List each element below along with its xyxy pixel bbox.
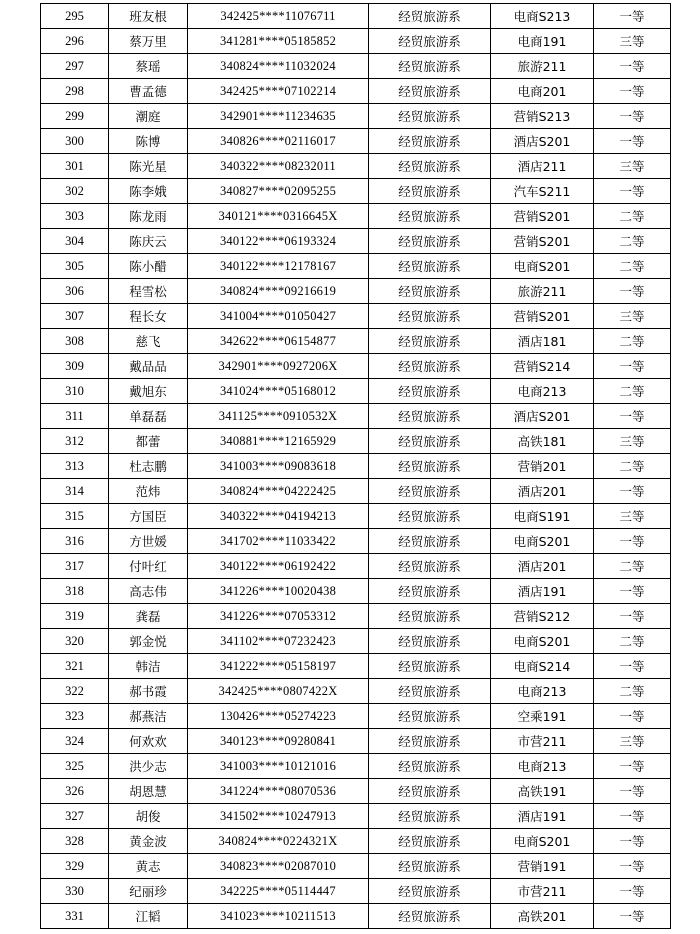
id-number-cell: 340322****04194213: [188, 504, 369, 529]
id-number-cell: 341222****05158197: [188, 654, 369, 679]
student-name-cell: 黄金波: [109, 829, 188, 854]
table-row: [41, 329, 671, 354]
class-cell: 电商S201: [491, 829, 594, 854]
row-number-cell: 304: [41, 229, 109, 254]
spreadsheet-page: [40, 3, 664, 929]
department-cell: 经贸旅游系: [369, 454, 491, 479]
id-number-cell: 341023****10211513: [188, 904, 369, 929]
award-level-cell: 一等: [594, 354, 671, 379]
id-number-cell: 342425****0807422X: [188, 679, 369, 704]
award-level-cell: 一等: [594, 904, 671, 929]
id-number-cell: 340121****0316645X: [188, 204, 369, 229]
row-number-cell: 322: [41, 679, 109, 704]
department-cell: 经贸旅游系: [369, 654, 491, 679]
row-number-cell: 328: [41, 829, 109, 854]
table-row: [41, 279, 671, 304]
award-level-cell: 二等: [594, 329, 671, 354]
class-cell: 电商S191: [491, 504, 594, 529]
class-cell: 高铁201: [491, 904, 594, 929]
table-row: [41, 479, 671, 504]
award-level-cell: 一等: [594, 804, 671, 829]
table-row: [41, 29, 671, 54]
table-row: [41, 254, 671, 279]
student-name-cell: 都蕾: [109, 429, 188, 454]
row-number-cell: 329: [41, 854, 109, 879]
student-name-cell: 韩洁: [109, 654, 188, 679]
student-name-cell: 方国臣: [109, 504, 188, 529]
id-number-cell: 341702****11033422: [188, 529, 369, 554]
id-number-cell: 342901****11234635: [188, 104, 369, 129]
class-cell: 酒店191: [491, 804, 594, 829]
table-row: [41, 879, 671, 904]
department-cell: 经贸旅游系: [369, 354, 491, 379]
student-name-cell: 高志伟: [109, 579, 188, 604]
row-number-cell: 324: [41, 729, 109, 754]
table-row: [41, 379, 671, 404]
table-row: [41, 154, 671, 179]
class-cell: 高铁191: [491, 779, 594, 804]
row-number-cell: 307: [41, 304, 109, 329]
department-cell: 经贸旅游系: [369, 429, 491, 454]
department-cell: 经贸旅游系: [369, 879, 491, 904]
table-row: [41, 404, 671, 429]
department-cell: 经贸旅游系: [369, 754, 491, 779]
award-level-cell: 一等: [594, 529, 671, 554]
student-name-cell: 纪丽珍: [109, 879, 188, 904]
table-row: [41, 504, 671, 529]
department-cell: 经贸旅游系: [369, 804, 491, 829]
class-cell: 营销S201: [491, 204, 594, 229]
id-number-cell: 340824****0224321X: [188, 829, 369, 854]
department-cell: 经贸旅游系: [369, 229, 491, 254]
class-cell: 电商213: [491, 379, 594, 404]
award-level-cell: 三等: [594, 429, 671, 454]
award-level-cell: 一等: [594, 104, 671, 129]
row-number-cell: 330: [41, 879, 109, 904]
award-level-cell: 二等: [594, 229, 671, 254]
table-row: [41, 204, 671, 229]
class-cell: 高铁181: [491, 429, 594, 454]
award-level-cell: 三等: [594, 154, 671, 179]
student-name-cell: 杜志鹏: [109, 454, 188, 479]
row-number-cell: 320: [41, 629, 109, 654]
student-name-cell: 范炜: [109, 479, 188, 504]
class-cell: 市营211: [491, 729, 594, 754]
student-name-cell: 陈光星: [109, 154, 188, 179]
id-number-cell: 340824****11032024: [188, 54, 369, 79]
department-cell: 经贸旅游系: [369, 729, 491, 754]
award-level-cell: 一等: [594, 829, 671, 854]
row-number-cell: 303: [41, 204, 109, 229]
award-level-cell: 一等: [594, 604, 671, 629]
student-name-cell: 方世媛: [109, 529, 188, 554]
department-cell: 经贸旅游系: [369, 829, 491, 854]
student-name-cell: 戴旭东: [109, 379, 188, 404]
student-name-cell: 戴品品: [109, 354, 188, 379]
id-number-cell: 342425****07102214: [188, 79, 369, 104]
row-number-cell: 315: [41, 504, 109, 529]
award-level-cell: 一等: [594, 179, 671, 204]
table-row: [41, 104, 671, 129]
row-number-cell: 319: [41, 604, 109, 629]
class-cell: 营销201: [491, 454, 594, 479]
id-number-cell: 341281****05185852: [188, 29, 369, 54]
department-cell: 经贸旅游系: [369, 54, 491, 79]
award-level-cell: 一等: [594, 579, 671, 604]
department-cell: 经贸旅游系: [369, 554, 491, 579]
department-cell: 经贸旅游系: [369, 779, 491, 804]
table-row: [41, 579, 671, 604]
id-number-cell: 340826****02116017: [188, 129, 369, 154]
table-row: [41, 304, 671, 329]
award-level-cell: 一等: [594, 654, 671, 679]
table-row: [41, 429, 671, 454]
award-level-cell: 一等: [594, 879, 671, 904]
row-number-cell: 295: [41, 4, 109, 29]
award-level-cell: 一等: [594, 779, 671, 804]
id-number-cell: 342622****06154877: [188, 329, 369, 354]
award-level-cell: 二等: [594, 454, 671, 479]
table-row: [41, 529, 671, 554]
student-name-cell: 胡恩慧: [109, 779, 188, 804]
table-row: [41, 354, 671, 379]
row-number-cell: 306: [41, 279, 109, 304]
table-row: [41, 79, 671, 104]
student-name-cell: 陈庆云: [109, 229, 188, 254]
class-cell: 电商S201: [491, 629, 594, 654]
table-row: [41, 829, 671, 854]
department-cell: 经贸旅游系: [369, 204, 491, 229]
student-name-cell: 郝书霞: [109, 679, 188, 704]
department-cell: 经贸旅游系: [369, 329, 491, 354]
class-cell: 电商S214: [491, 654, 594, 679]
student-name-cell: 陈小醋: [109, 254, 188, 279]
table-row: [41, 804, 671, 829]
row-number-cell: 313: [41, 454, 109, 479]
row-number-cell: 301: [41, 154, 109, 179]
id-number-cell: 342425****11076711: [188, 4, 369, 29]
table-row: [41, 129, 671, 154]
id-number-cell: 340122****06192422: [188, 554, 369, 579]
row-number-cell: 318: [41, 579, 109, 604]
table-row: [41, 654, 671, 679]
department-cell: 经贸旅游系: [369, 4, 491, 29]
award-level-cell: 一等: [594, 479, 671, 504]
student-name-cell: 陈博: [109, 129, 188, 154]
department-cell: 经贸旅游系: [369, 604, 491, 629]
student-name-cell: 洪少志: [109, 754, 188, 779]
student-name-cell: 曹孟德: [109, 79, 188, 104]
table-row: [41, 754, 671, 779]
row-number-cell: 326: [41, 779, 109, 804]
department-cell: 经贸旅游系: [369, 29, 491, 54]
department-cell: 经贸旅游系: [369, 529, 491, 554]
department-cell: 经贸旅游系: [369, 579, 491, 604]
department-cell: 经贸旅游系: [369, 304, 491, 329]
department-cell: 经贸旅游系: [369, 254, 491, 279]
row-number-cell: 327: [41, 804, 109, 829]
department-cell: 经贸旅游系: [369, 154, 491, 179]
department-cell: 经贸旅游系: [369, 79, 491, 104]
table-row: [41, 629, 671, 654]
department-cell: 经贸旅游系: [369, 704, 491, 729]
student-name-cell: 慈飞: [109, 329, 188, 354]
class-cell: 酒店191: [491, 579, 594, 604]
award-level-cell: 三等: [594, 504, 671, 529]
class-cell: 营销S201: [491, 304, 594, 329]
department-cell: 经贸旅游系: [369, 679, 491, 704]
id-number-cell: 130426****05274223: [188, 704, 369, 729]
student-name-cell: 陈李娥: [109, 179, 188, 204]
id-number-cell: 341024****05168012: [188, 379, 369, 404]
award-level-cell: 一等: [594, 704, 671, 729]
department-cell: 经贸旅游系: [369, 179, 491, 204]
award-level-cell: 二等: [594, 679, 671, 704]
id-number-cell: 341224****08070536: [188, 779, 369, 804]
table-row: [41, 4, 671, 29]
department-cell: 经贸旅游系: [369, 504, 491, 529]
award-level-cell: 三等: [594, 729, 671, 754]
table-row: [41, 179, 671, 204]
department-cell: 经贸旅游系: [369, 904, 491, 929]
award-level-cell: 三等: [594, 29, 671, 54]
award-level-cell: 一等: [594, 129, 671, 154]
award-level-cell: 一等: [594, 79, 671, 104]
student-name-cell: 江韬: [109, 904, 188, 929]
table-row: [41, 854, 671, 879]
award-level-cell: 一等: [594, 4, 671, 29]
department-cell: 经贸旅游系: [369, 854, 491, 879]
award-level-cell: 一等: [594, 754, 671, 779]
class-cell: 营销S201: [491, 229, 594, 254]
id-number-cell: 340823****02087010: [188, 854, 369, 879]
id-number-cell: 340123****09280841: [188, 729, 369, 754]
student-name-cell: 胡俊: [109, 804, 188, 829]
row-number-cell: 309: [41, 354, 109, 379]
table-row: [41, 779, 671, 804]
class-cell: 营销S212: [491, 604, 594, 629]
class-cell: 市营211: [491, 879, 594, 904]
table-row: [41, 54, 671, 79]
class-cell: 电商191: [491, 29, 594, 54]
id-number-cell: 341102****07232423: [188, 629, 369, 654]
id-number-cell: 341003****10121016: [188, 754, 369, 779]
student-name-cell: 郭金悦: [109, 629, 188, 654]
row-number-cell: 314: [41, 479, 109, 504]
id-number-cell: 341226****07053312: [188, 604, 369, 629]
class-cell: 酒店S201: [491, 129, 594, 154]
class-cell: 酒店S201: [491, 404, 594, 429]
row-number-cell: 325: [41, 754, 109, 779]
class-cell: 营销191: [491, 854, 594, 879]
row-number-cell: 298: [41, 79, 109, 104]
award-level-cell: 一等: [594, 279, 671, 304]
row-number-cell: 323: [41, 704, 109, 729]
id-number-cell: 341003****09083618: [188, 454, 369, 479]
class-cell: 空乘191: [491, 704, 594, 729]
id-number-cell: 340122****06193324: [188, 229, 369, 254]
class-cell: 电商213: [491, 679, 594, 704]
class-cell: 营销S213: [491, 104, 594, 129]
row-number-cell: 311: [41, 404, 109, 429]
table-row: [41, 454, 671, 479]
id-number-cell: 341226****10020438: [188, 579, 369, 604]
id-number-cell: 342901****0927206X: [188, 354, 369, 379]
id-number-cell: 341502****10247913: [188, 804, 369, 829]
student-name-cell: 蔡万里: [109, 29, 188, 54]
id-number-cell: 340824****09216619: [188, 279, 369, 304]
row-number-cell: 317: [41, 554, 109, 579]
id-number-cell: 340881****12165929: [188, 429, 369, 454]
class-cell: 汽车S211: [491, 179, 594, 204]
class-cell: 旅游211: [491, 54, 594, 79]
class-cell: 营销S214: [491, 354, 594, 379]
class-cell: 酒店181: [491, 329, 594, 354]
table-body: [41, 4, 671, 929]
student-name-cell: 付叶红: [109, 554, 188, 579]
row-number-cell: 302: [41, 179, 109, 204]
department-cell: 经贸旅游系: [369, 279, 491, 304]
row-number-cell: 308: [41, 329, 109, 354]
student-name-cell: 蔡瑶: [109, 54, 188, 79]
row-number-cell: 299: [41, 104, 109, 129]
class-cell: 电商S213: [491, 4, 594, 29]
id-number-cell: 341004****01050427: [188, 304, 369, 329]
class-cell: 酒店211: [491, 154, 594, 179]
department-cell: 经贸旅游系: [369, 629, 491, 654]
row-number-cell: 331: [41, 904, 109, 929]
student-name-cell: 班友根: [109, 4, 188, 29]
department-cell: 经贸旅游系: [369, 379, 491, 404]
class-cell: 电商S201: [491, 529, 594, 554]
table-row: [41, 679, 671, 704]
student-name-cell: 郝燕洁: [109, 704, 188, 729]
department-cell: 经贸旅游系: [369, 129, 491, 154]
award-level-cell: 一等: [594, 404, 671, 429]
row-number-cell: 296: [41, 29, 109, 54]
row-number-cell: 300: [41, 129, 109, 154]
student-name-cell: 潮庭: [109, 104, 188, 129]
id-number-cell: 340322****08232011: [188, 154, 369, 179]
department-cell: 经贸旅游系: [369, 479, 491, 504]
award-level-cell: 一等: [594, 854, 671, 879]
class-cell: 旅游211: [491, 279, 594, 304]
row-number-cell: 310: [41, 379, 109, 404]
table-row: [41, 604, 671, 629]
award-level-cell: 一等: [594, 54, 671, 79]
department-cell: 经贸旅游系: [369, 404, 491, 429]
class-cell: 酒店201: [491, 554, 594, 579]
row-number-cell: 297: [41, 54, 109, 79]
department-cell: 经贸旅游系: [369, 104, 491, 129]
table-row: [41, 729, 671, 754]
award-level-cell: 二等: [594, 379, 671, 404]
class-cell: 酒店201: [491, 479, 594, 504]
table-row: [41, 704, 671, 729]
award-level-cell: 二等: [594, 204, 671, 229]
table-row: [41, 554, 671, 579]
table-row: [41, 229, 671, 254]
student-name-cell: 单磊磊: [109, 404, 188, 429]
student-award-table: [40, 3, 671, 929]
student-name-cell: 黄志: [109, 854, 188, 879]
row-number-cell: 312: [41, 429, 109, 454]
award-level-cell: 二等: [594, 629, 671, 654]
award-level-cell: 二等: [594, 254, 671, 279]
class-cell: 电商201: [491, 79, 594, 104]
student-name-cell: 龚磊: [109, 604, 188, 629]
student-name-cell: 何欢欢: [109, 729, 188, 754]
award-level-cell: 二等: [594, 554, 671, 579]
class-cell: 电商S201: [491, 254, 594, 279]
student-name-cell: 程雪松: [109, 279, 188, 304]
id-number-cell: 340122****12178167: [188, 254, 369, 279]
student-name-cell: 程长女: [109, 304, 188, 329]
row-number-cell: 316: [41, 529, 109, 554]
row-number-cell: 305: [41, 254, 109, 279]
id-number-cell: 342225****05114447: [188, 879, 369, 904]
id-number-cell: 341125****0910532X: [188, 404, 369, 429]
id-number-cell: 340827****02095255: [188, 179, 369, 204]
class-cell: 电商213: [491, 754, 594, 779]
table-row: [41, 904, 671, 929]
student-name-cell: 陈龙雨: [109, 204, 188, 229]
id-number-cell: 340824****04222425: [188, 479, 369, 504]
row-number-cell: 321: [41, 654, 109, 679]
award-level-cell: 三等: [594, 304, 671, 329]
